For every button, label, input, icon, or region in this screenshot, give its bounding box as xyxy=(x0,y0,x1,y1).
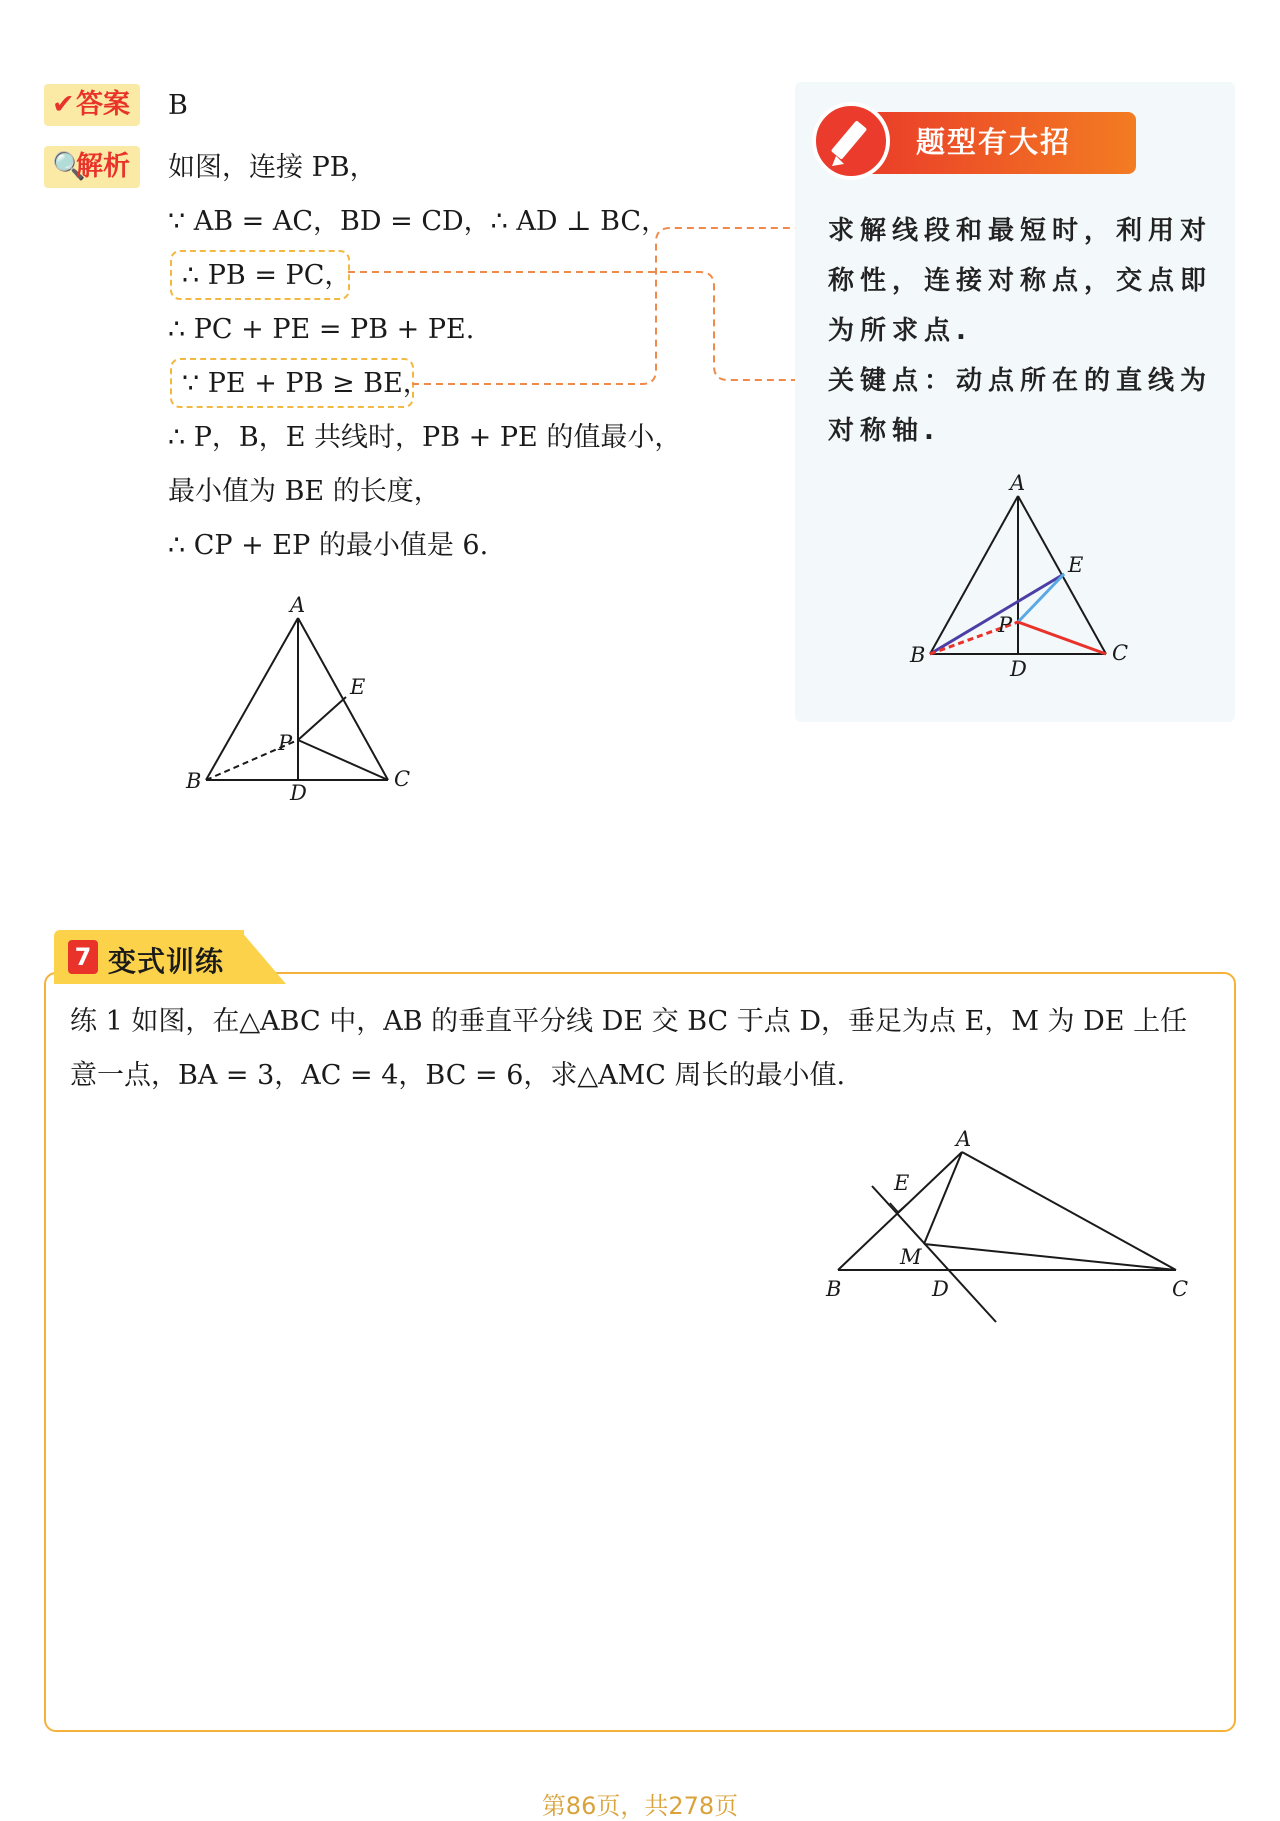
analysis-line-3: ∴ PB = PC， xyxy=(182,260,352,291)
tip-label-a: A xyxy=(1010,471,1026,495)
practice-tab-icon: 7 xyxy=(68,940,98,974)
analysis-line-1: 如图，连接 PB， xyxy=(168,152,377,183)
page-footer: 第86页，共278页 xyxy=(541,1792,739,1820)
label-d: D xyxy=(290,781,307,800)
tip-label-p: P xyxy=(998,613,1013,637)
practice-label-b: B xyxy=(826,1277,842,1301)
analysis-line-2: ∵ AB = AC，BD = CD，∴ AD ⊥ BC， xyxy=(168,206,669,237)
practice-label-e: E xyxy=(894,1171,910,1195)
tip-label-c: C xyxy=(1112,641,1129,665)
search-icon: 🔍 xyxy=(52,151,86,182)
analysis-line-6: ∴ P，B，E 共线时，PB + PE 的值最小， xyxy=(168,422,682,453)
practice-label-d: D xyxy=(932,1277,949,1301)
label-a: A xyxy=(290,593,306,617)
check-icon: ✔ xyxy=(52,89,75,120)
tip-label-d: D xyxy=(1010,657,1027,681)
tip-line-5: 对称轴. xyxy=(828,416,940,446)
tip-line-3: 为所求点. xyxy=(828,316,972,346)
tip-figure xyxy=(900,470,1150,690)
tip-line-1: 求解线段和最短时，利用对 xyxy=(828,216,1213,246)
practice-figure xyxy=(820,1130,1200,1330)
label-p: P xyxy=(278,731,293,755)
practice-line-2: 意一点，BA = 3，AC = 4，BC = 6，求△AMC 周长的最小值. xyxy=(70,1060,846,1091)
analysis-line-4: ∴ PC + PE = PB + PE. xyxy=(168,314,475,345)
label-c: C xyxy=(394,767,411,791)
pencil-icon xyxy=(812,102,890,180)
analysis-line-8: ∴ CP + EP 的最小值是 6. xyxy=(168,530,489,561)
analysis-line-7: 最小值为 BE 的长度， xyxy=(168,476,441,507)
tip-title: 题型有大招 xyxy=(916,125,1072,159)
main-figure xyxy=(180,590,430,800)
analysis-line-5: ∵ PE + PB ≥ BE， xyxy=(182,368,430,399)
tip-line-2: 称性，连接对称点，交点即 xyxy=(828,266,1213,296)
connector-arrows xyxy=(0,0,820,400)
practice-label-a: A xyxy=(956,1130,972,1151)
practice-tab-slant xyxy=(240,930,286,984)
tip-label-b: B xyxy=(910,643,926,667)
answer-tag-label: 答案 xyxy=(76,89,130,120)
practice-label-c: C xyxy=(1172,1277,1189,1301)
label-e: E xyxy=(350,675,366,699)
label-b: B xyxy=(186,769,202,793)
answer-value: B xyxy=(168,90,188,121)
tip-label-e: E xyxy=(1068,553,1084,577)
practice-tab-label: 变式训练 xyxy=(108,945,225,978)
practice-label-m: M xyxy=(900,1245,922,1269)
analysis-tag-label: 解析 xyxy=(76,151,130,182)
tip-line-4: 关键点：动点所在的直线为 xyxy=(828,366,1213,396)
practice-line-1: 练 1 如图，在△ABC 中，AB 的垂直平分线 DE 交 BC 于点 D，垂足为点 E，M 为 DE 上任 xyxy=(70,1006,1188,1037)
